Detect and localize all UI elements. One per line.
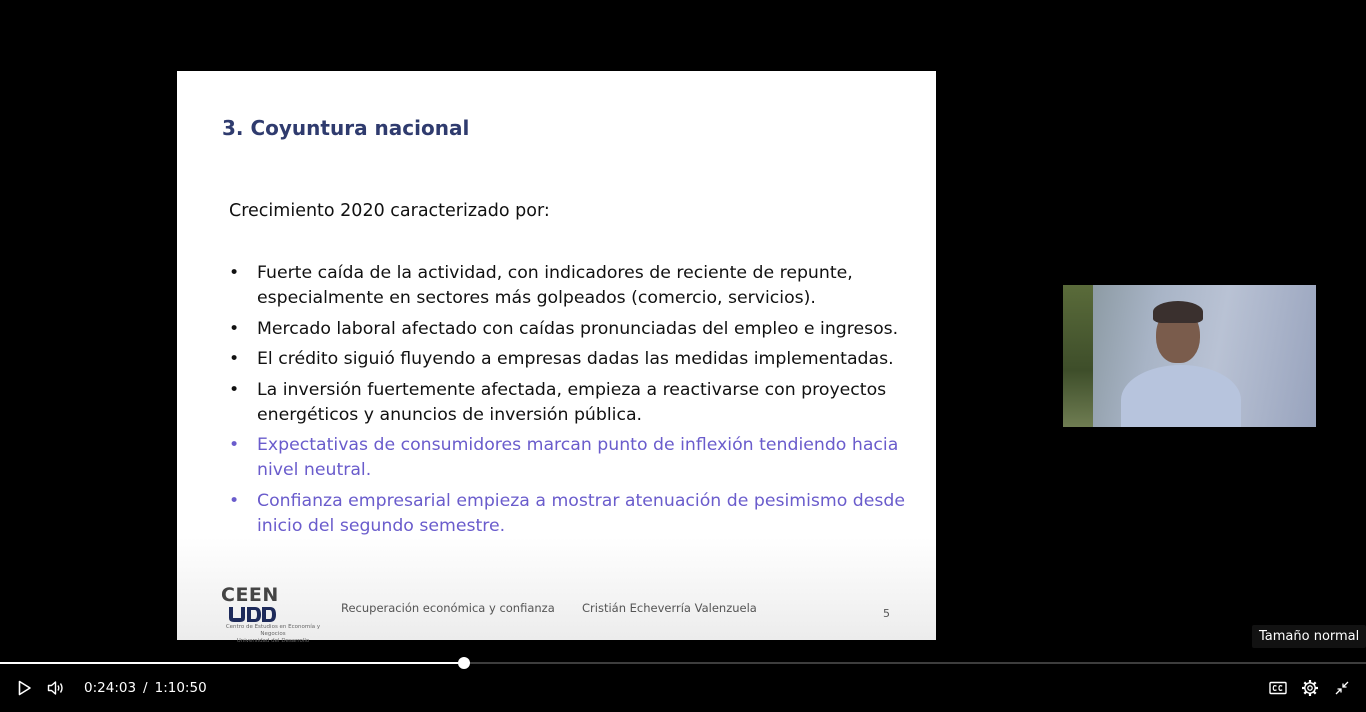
logo-text: CEEN — [221, 584, 279, 606]
volume-icon — [47, 680, 65, 696]
bullet-marker: • — [229, 318, 240, 339]
seek-bar[interactable] — [0, 662, 1366, 664]
settings-icon — [1301, 679, 1319, 697]
bullet-text: Fuerte caída de la actividad, con indicadores de reciente de repunte, especialmente en sectores más golpeados (comercio, servicios). — [257, 263, 853, 308]
bullet-item — [229, 489, 909, 539]
presentation-slide — [177, 71, 936, 644]
seek-bar-handle[interactable] — [458, 657, 470, 669]
tooltip: Tamaño normal — [1252, 625, 1366, 648]
bullet-text: Expectativas de consumidores marcan punto de inflexión tendiendo hacia nivel neutral. — [257, 435, 899, 480]
bullet-item — [229, 347, 909, 372]
udd-logo-icon — [227, 606, 277, 623]
time-separator: / — [143, 680, 148, 696]
slide-title: 3. Coyuntura nacional — [222, 116, 470, 140]
settings-button[interactable] — [1298, 672, 1322, 704]
bullet-item — [229, 317, 909, 342]
bullet-list — [229, 261, 909, 544]
duration: 1:10:50 — [154, 680, 207, 696]
bullet-item — [229, 261, 909, 311]
speaker-hair — [1153, 301, 1203, 323]
captions-button[interactable] — [1266, 672, 1290, 704]
exit-fullscreen-icon — [1335, 681, 1349, 695]
bullet-text: El crédito siguió fluyendo a empresas dadas las medidas implementadas. — [257, 349, 894, 369]
bullet-text: Confianza empresarial empieza a mostrar atenuación de pesimismo desde inicio del segundo semestre. — [257, 490, 905, 536]
volume-button[interactable] — [44, 672, 68, 704]
bullet-marker: • — [229, 435, 240, 455]
logo-subtitle-2: Universidad del Desarrollo — [236, 638, 310, 644]
captions-icon — [1269, 681, 1287, 695]
logo-subtitle-1: Centro de Estudios en Economía y Negocios — [225, 624, 321, 637]
exit-fullscreen-button[interactable] — [1330, 672, 1354, 704]
slide-footer — [177, 576, 936, 644]
speaker-body — [1121, 365, 1241, 427]
bullet-marker: • — [229, 263, 240, 283]
player-controls — [0, 672, 1366, 704]
play-button[interactable] — [12, 672, 36, 704]
bullet-marker: • — [229, 490, 240, 511]
slide-page-number: 5 — [883, 607, 890, 620]
speaker-video[interactable] — [1063, 285, 1316, 427]
bullet-marker: • — [229, 349, 240, 369]
current-time: 0:24:03 — [84, 680, 137, 696]
bullet-item — [229, 378, 909, 428]
seek-bar-played — [0, 662, 464, 664]
ceen-udd-logo — [221, 584, 331, 645]
play-icon — [16, 680, 32, 696]
footer-presentation-title: Recuperación económica y confianza — [341, 601, 555, 615]
footer-author: Cristián Echeverría Valenzuela — [582, 601, 757, 615]
speaker-video-background — [1063, 285, 1093, 427]
bullet-text: La inversión fuertemente afectada, empieza a reactivarse con proyectos energéticos y anuncios de inversión pública. — [257, 379, 887, 425]
bullet-text: Mercado laboral afectado con caídas pronunciadas del empleo e ingresos. — [257, 318, 899, 339]
time-display — [84, 680, 207, 696]
slide-intro: Crecimiento 2020 caracterizado por: — [229, 201, 550, 221]
bullet-marker: • — [229, 379, 240, 400]
bullet-item — [229, 433, 909, 483]
